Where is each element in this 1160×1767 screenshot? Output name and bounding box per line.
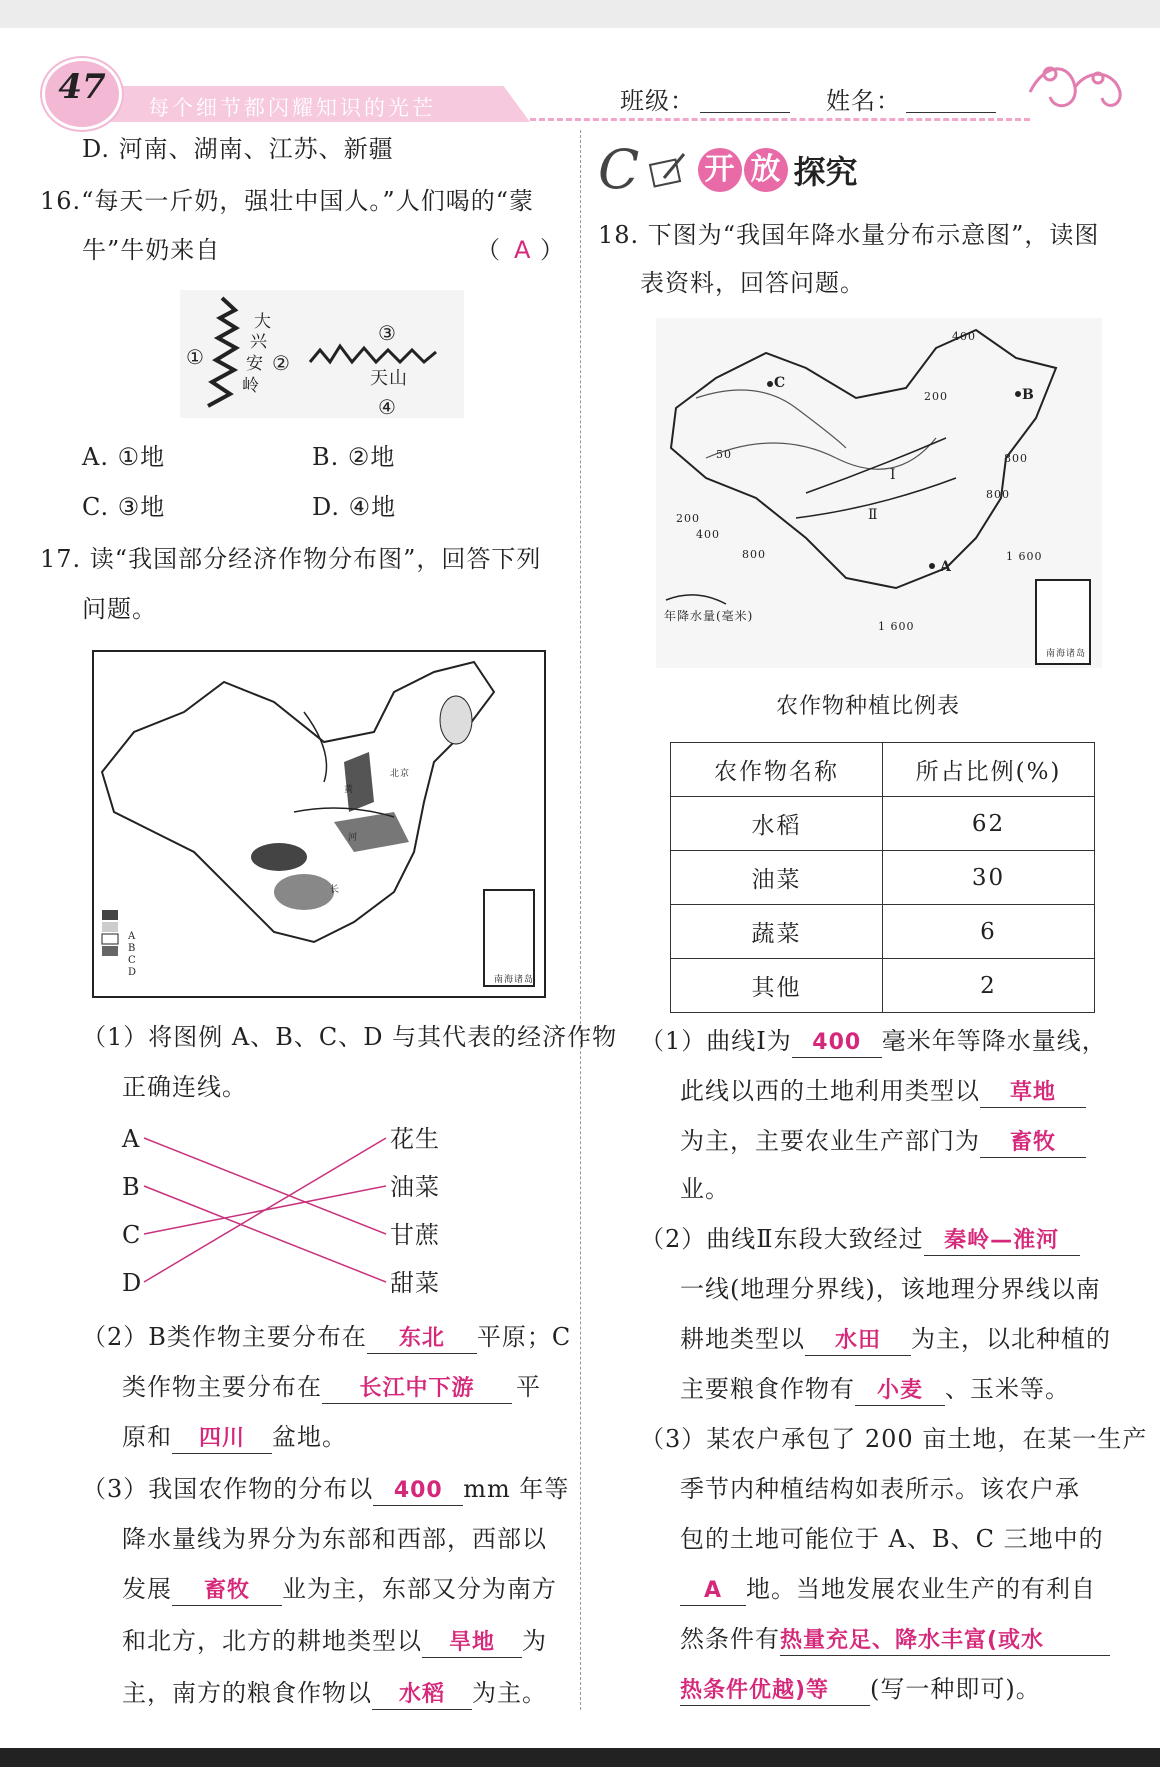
q16-option-c[interactable]: C. ③地 (82, 493, 166, 521)
q17-sub2-answer-1[interactable]: 东北 (367, 1325, 477, 1354)
q17-sub3-text-a: （3）我国农作物的分布以 (82, 1475, 374, 1503)
iso-label-50: 50 (716, 448, 732, 461)
iso-label-400-top: 400 (952, 330, 976, 343)
q16-option-b[interactable]: B. ②地 (312, 443, 396, 471)
class-label: 班级： (620, 87, 695, 115)
q17-sub1-line1: （1）将图例 A、B、C、D 与其代表的经济作物 (82, 1023, 618, 1051)
match-right-1[interactable]: 花生 (390, 1125, 440, 1153)
iso-label-200-ne: 200 (924, 390, 948, 403)
crop-map-drawing (94, 652, 540, 992)
q17-sub3-answer-4[interactable]: 水稻 (372, 1681, 472, 1710)
point-c: C (774, 375, 787, 391)
q18-sub2-answer-3[interactable]: 小麦 (855, 1377, 945, 1406)
bottom-border (0, 1748, 1160, 1767)
q18-sub1-answer-3[interactable]: 畜牧 (980, 1129, 1086, 1158)
q17-sub3-answer-3[interactable]: 旱地 (422, 1629, 522, 1658)
q17-sub2-line2 (122, 1372, 541, 1404)
range1-char-4: 岭 (242, 376, 260, 396)
match-left-b[interactable]: B (122, 1173, 141, 1201)
q18-sub3-text-d: 地。当地发展农业生产的有利自 (746, 1575, 1096, 1603)
curve-1-line (806, 438, 946, 493)
q17-sub3-line2: 降水量线为界分为东部和西部，西部以 (122, 1525, 547, 1553)
q17-sub3-text-g: 为 (522, 1627, 547, 1655)
map-legend-a: A (128, 931, 137, 942)
q17-sub3-line1 (82, 1474, 569, 1506)
q16-paren-close: ） (540, 236, 565, 264)
map-legend-b: B (128, 943, 137, 954)
crop-ratio-table (670, 742, 1095, 1013)
table-row (671, 959, 1095, 1013)
q17-sub2-text-e: 原和 (122, 1423, 172, 1451)
q18-sub2-text-c: 耕地类型以 (680, 1325, 805, 1353)
q17-sub3-line5 (122, 1678, 547, 1710)
q18-sub3-answer-2a[interactable]: 热量充足、降水丰富(或水 (780, 1627, 1110, 1656)
section-heading (598, 138, 858, 201)
q18-sub3-line3: 包的土地可能位于 A、B、C 三地中的 (680, 1525, 1104, 1553)
map-label-huang: 黄 (344, 785, 355, 795)
iso-label-1600-s: 1 600 (878, 620, 915, 633)
q18-sub2-line4 (680, 1374, 1070, 1406)
iso-label-800-s: 800 (742, 548, 766, 561)
table-title: 农作物种植比例表 (776, 694, 961, 719)
top-border (0, 0, 1160, 28)
q17-sub2-text-d: 平 (516, 1373, 541, 1401)
q16-option-a[interactable]: A. ①地 (82, 443, 166, 471)
header-dash-line (530, 118, 1030, 121)
q18-sub1-line1 (640, 1026, 1107, 1058)
q18-sub1-text-d: 为主，主要农业生产部门为 (680, 1127, 980, 1155)
class-field[interactable] (700, 112, 790, 113)
q18-sub1-line3 (680, 1126, 1086, 1158)
q18-sub2-text-f: 、玉米等。 (945, 1375, 1070, 1403)
q18-sub1-line4: 业。 (680, 1175, 730, 1203)
map-legend-precip: 年降水量(毫米) (664, 609, 754, 623)
curve-1-label: Ⅰ (890, 467, 897, 483)
range1-char-3: 安 (246, 354, 264, 374)
iso-label-800-e: 800 (1004, 452, 1028, 465)
match-right-4[interactable]: 甜菜 (390, 1269, 440, 1297)
q18-sub1-line2 (680, 1076, 1086, 1108)
map-label-he: 河 (348, 833, 359, 843)
name-label: 姓名： (826, 87, 901, 115)
q17-sub3-text-f: 和北方，北方的耕地类型以 (122, 1627, 422, 1655)
q18-sub2-text-d: 为主，以北种植的 (911, 1325, 1111, 1353)
q16-mountain-figure (180, 290, 464, 418)
q18-sub3-answer-2b[interactable]: 热条件优越)等 (680, 1677, 870, 1706)
q18-sub1-text-c: 此线以西的土地利用类型以 (680, 1077, 980, 1105)
table-cell: 其他 (671, 959, 883, 1013)
fig-label-1: ① (186, 345, 205, 369)
q18-sub2-line2: 一线(地理分界线)，该地理分界线以南 (680, 1275, 1101, 1303)
table-row (671, 797, 1095, 851)
map-label-beijing: 北京 (390, 769, 411, 779)
header-slogan: 每个细节都闪耀知识的光芒 (148, 96, 436, 120)
q18-sub3-line5 (680, 1624, 1110, 1656)
table-cell: 2 (883, 959, 1095, 1013)
q17-sub3-text-i: 为主。 (472, 1679, 547, 1707)
q18-stem-line2: 表资料，回答问题。 (640, 269, 865, 297)
map-inset-label: 南海诸岛 (494, 975, 535, 985)
q17-sub3-text-d: 发展 (122, 1575, 172, 1603)
section-char-open: 开 (698, 148, 742, 192)
fig-label-2: ② (272, 351, 291, 375)
map-legend-d: D (128, 967, 138, 978)
table-cell: 蔬菜 (671, 905, 883, 959)
q18-sub3-answer-1[interactable]: A (680, 1577, 746, 1606)
q18-sub1-text-b: 毫米年等降水量线， (881, 1027, 1107, 1055)
name-field[interactable] (906, 112, 996, 113)
table-header-cell: 农作物名称 (671, 743, 883, 797)
q18-sub3-line4 (680, 1574, 1096, 1606)
q16-paren-open: （ (476, 236, 501, 264)
q18-sub2-answer-2[interactable]: 水田 (805, 1327, 911, 1356)
q18-sub1-answer-2[interactable]: 草地 (980, 1079, 1086, 1108)
fig-label-4: ④ (378, 395, 397, 419)
floral-ornament-icon (1020, 52, 1130, 124)
match-right-2[interactable]: 油菜 (390, 1173, 440, 1201)
q17-sub3-text-h: 主，南方的粮食作物以 (122, 1679, 372, 1707)
table-row (671, 905, 1095, 959)
range1-char-1: 大 (254, 312, 272, 332)
table-cell: 6 (883, 905, 1095, 959)
q18-sub3-text-f: (写一种即可)。 (870, 1675, 1041, 1703)
section-title-rest: 探究 (793, 152, 858, 191)
q18-sub2-text-e: 主要粮食作物有 (680, 1375, 855, 1403)
q17-sub2-text-c: 类作物主要分布在 (122, 1373, 322, 1401)
column-divider (580, 130, 581, 1710)
fig-label-3: ③ (378, 321, 397, 345)
q17-sub2-text-b: 平原；C (476, 1323, 572, 1351)
match-left-c[interactable]: C (122, 1221, 142, 1249)
point-b: B (1022, 387, 1035, 403)
q18-sub3-text-e: 然条件有 (680, 1625, 780, 1653)
table-cell: 30 (883, 851, 1095, 905)
match-lines (140, 1130, 390, 1290)
table-cell: 62 (883, 797, 1095, 851)
section-c-letter: C (598, 138, 640, 201)
iso-label-800-se: 800 (986, 488, 1010, 501)
q18-sub1-answer-1[interactable]: 400 (792, 1029, 882, 1058)
range2-label: 天山 (370, 368, 408, 389)
q17-sub3-line4 (122, 1626, 547, 1658)
map-label-chang: 长 (330, 885, 341, 895)
q17-stem-line2: 问题。 (82, 595, 157, 623)
q18-sub3-line6 (680, 1674, 1041, 1706)
match-line-b (144, 1186, 386, 1282)
q15-option-d: D. 河南、湖南、江苏、新疆 (82, 135, 394, 163)
table-cell: 水稻 (671, 797, 883, 851)
table-row (671, 851, 1095, 905)
point-a: A (940, 559, 952, 575)
q17-sub3-text-b: mm 年等 (463, 1475, 570, 1503)
table-header-cell: 所占比例(%) (883, 743, 1095, 797)
q16-option-d[interactable]: D. ④地 (312, 493, 397, 521)
q17-sub2-line3 (122, 1422, 347, 1454)
q18-sub3-line2: 季节内种植结构如表所示。该农户承 (680, 1475, 1080, 1503)
notebook-pen-icon (648, 150, 688, 190)
q18-sub2-line3 (680, 1324, 1111, 1356)
precip-inset-label: 南海诸岛 (1046, 649, 1087, 659)
table-header-row (671, 743, 1095, 797)
iso-label-200-w: 200 (676, 512, 700, 525)
section-char-fang: 放 (744, 148, 788, 192)
q18-sub2-text-a: （2）曲线Ⅱ东段大致经过 (640, 1225, 924, 1253)
q17-sub2-text-a: （2）B类作物主要分布在 (82, 1323, 367, 1351)
page-number: 47 (58, 67, 106, 107)
q17-sub2-answer-2[interactable]: 长江中下游 (322, 1375, 512, 1404)
q18-sub2-answer-1[interactable]: 秦岭—淮河 (924, 1227, 1080, 1256)
page-number-badge (42, 58, 122, 130)
q17-sub3-answer-1[interactable]: 400 (373, 1477, 463, 1506)
q17-sub1-line2: 正确连线。 (122, 1073, 247, 1101)
q18-sub1-text-a: （1）曲线Ⅰ为 (640, 1027, 792, 1055)
q17-sub2-answer-3[interactable]: 四川 (172, 1425, 272, 1454)
curve-2-label: Ⅱ (868, 507, 879, 523)
q17-sub3-answer-2[interactable]: 畜牧 (172, 1577, 282, 1606)
match-right-3[interactable]: 甘蔗 (390, 1221, 440, 1249)
iso-label-1600-e: 1 600 (1006, 550, 1043, 563)
match-left-a[interactable]: A (122, 1125, 141, 1153)
q17-stem-line1: 17. 读“我国部分经济作物分布图”，回答下列 (40, 545, 542, 573)
table-cell: 油菜 (671, 851, 883, 905)
q16-stem-line2: 牛”牛奶来自 (82, 236, 221, 264)
q17-sub2-text-f: 盆地。 (272, 1423, 347, 1451)
match-line-d (144, 1138, 386, 1282)
map-legend-c: C (128, 955, 137, 966)
q17-sub3-line3 (122, 1574, 557, 1606)
q18-sub3-line1: （3）某农户承包了 200 亩土地，在某一生产 (640, 1425, 1148, 1453)
range1-char-2: 兴 (250, 332, 268, 352)
q17-sub3-text-e: 业为主，东部又分为南方 (282, 1575, 557, 1603)
iso-label-400-w: 400 (696, 528, 720, 541)
q17-sub2-line1 (82, 1322, 571, 1354)
match-left-d[interactable]: D (122, 1269, 143, 1297)
q16-stem-line1: 16.“每天一斤奶，强壮中国人。”人们喝的“蒙 (40, 187, 534, 215)
q18-sub2-line1 (640, 1224, 1080, 1256)
q18-stem-line1: 18. 下图为“我国年降水量分布示意图”，读图 (598, 221, 1100, 249)
match-line-a (144, 1138, 386, 1234)
q16-answer[interactable]: A (514, 236, 532, 264)
